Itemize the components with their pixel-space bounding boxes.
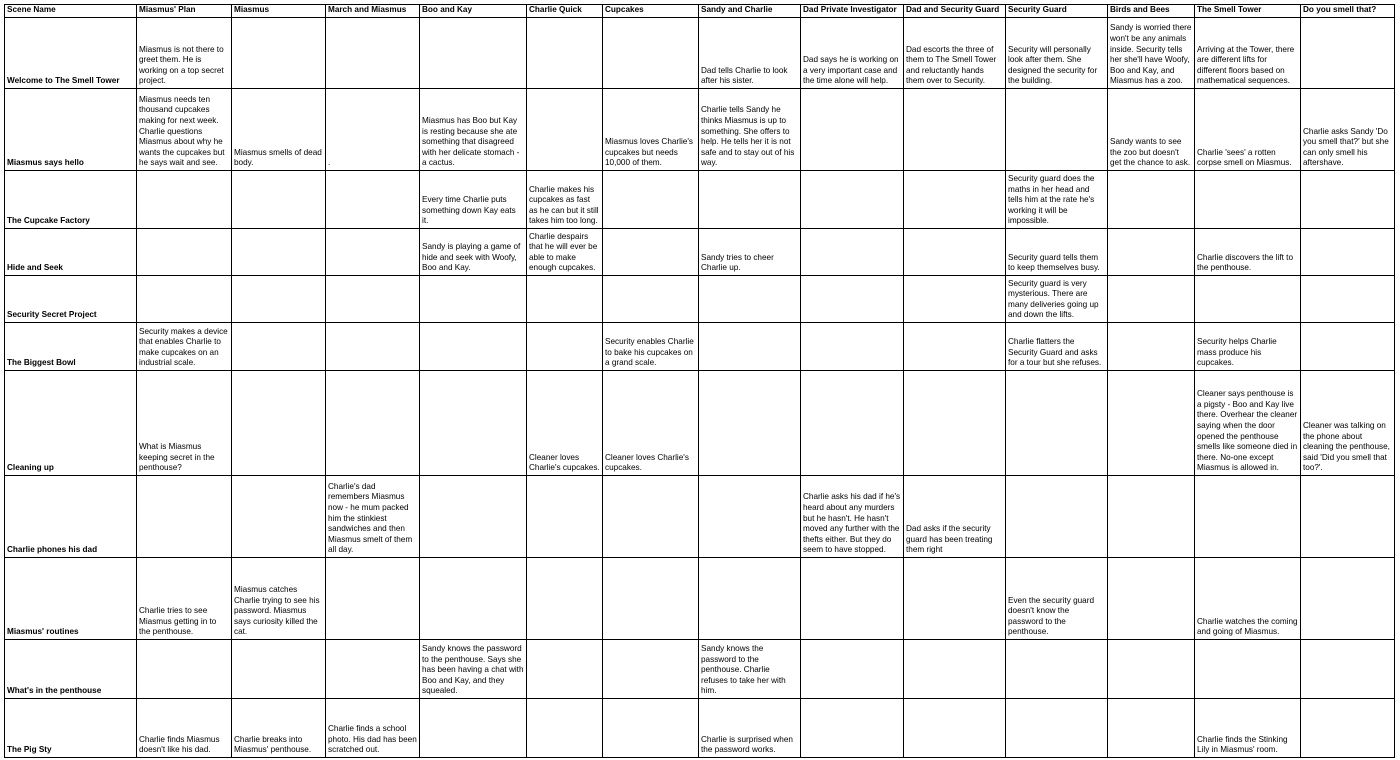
table-cell[interactable] bbox=[137, 558, 232, 640]
table-cell[interactable] bbox=[1108, 558, 1195, 640]
column-header[interactable]: Miasmus' Plan bbox=[137, 5, 232, 18]
table-cell[interactable] bbox=[326, 323, 420, 371]
cell-text: Charlie's dad remembers Miasmus now - he mum packed him the stinkiest sandwiches and then Miasmus smelt of them all day. bbox=[328, 481, 413, 555]
header-row bbox=[5, 5, 1395, 18]
column-header[interactable]: March and Miasmus bbox=[326, 5, 420, 18]
table-cell[interactable] bbox=[137, 699, 232, 758]
cell-text: Charlie is surprised when the password works. bbox=[701, 734, 793, 755]
cell-text: Security helps Charlie mass produce his cupcakes. bbox=[1197, 337, 1277, 368]
table-cell[interactable] bbox=[699, 476, 801, 558]
table-cell[interactable] bbox=[232, 89, 326, 171]
column-header[interactable]: Scene Name bbox=[5, 5, 137, 18]
table-cell[interactable] bbox=[420, 371, 527, 476]
table-cell[interactable] bbox=[420, 276, 527, 323]
cell-text: Charlie breaks into Miasmus' penthouse. bbox=[234, 734, 312, 755]
scene-name-text: The Pig Sty bbox=[7, 745, 52, 755]
cell-text: Charlie makes his cupcakes as fast as he can but it still takes him too long. bbox=[529, 184, 599, 226]
table-row bbox=[5, 323, 1395, 371]
table-cell[interactable] bbox=[699, 276, 801, 323]
cell-text: Charlie finds Miasmus doesn't like his dad. bbox=[139, 734, 220, 755]
cell-text: Cleaner loves Charlie's cupcakes. bbox=[529, 452, 600, 473]
table-cell[interactable] bbox=[420, 89, 527, 171]
table-cell[interactable] bbox=[1108, 229, 1195, 276]
scene-name-text: Miasmus' routines bbox=[7, 627, 79, 637]
table-cell[interactable] bbox=[527, 640, 603, 699]
table-cell[interactable] bbox=[1006, 371, 1108, 476]
cell-text: Cleaner loves Charlie's cupcakes. bbox=[605, 452, 689, 473]
table-cell[interactable] bbox=[326, 476, 420, 558]
cell-text: Security guard does the maths in her head and tells him at the rate he's working it will be impossible. bbox=[1008, 174, 1095, 226]
scene-name-text: Cleaning up bbox=[7, 463, 54, 473]
table-cell[interactable] bbox=[603, 323, 699, 371]
table-cell[interactable] bbox=[801, 323, 904, 371]
cell-text: . bbox=[328, 158, 331, 168]
table-row bbox=[5, 276, 1395, 323]
table-cell[interactable] bbox=[801, 371, 904, 476]
cell-text: Charlie finds the Stinking Lily in Miasmus' room. bbox=[1197, 734, 1288, 755]
cell-text: Sandy is playing a game of hide and seek with Woofy, Boo and Kay. bbox=[422, 242, 521, 273]
table-cell[interactable] bbox=[1195, 229, 1301, 276]
cell-text: Cleaner says penthouse is a pigsty - Boo and Kay live there. Overhear the cleaner saying when the door opened the penthouse smells like someone died in there. No-one except Miasmus is allowed in. bbox=[1197, 389, 1298, 473]
table-cell[interactable] bbox=[699, 18, 801, 89]
table-cell[interactable] bbox=[232, 476, 326, 558]
table-cell[interactable] bbox=[801, 229, 904, 276]
table-cell[interactable] bbox=[1195, 171, 1301, 229]
table-cell[interactable] bbox=[699, 558, 801, 640]
table-row bbox=[5, 640, 1395, 699]
table-cell[interactable] bbox=[420, 323, 527, 371]
table-cell[interactable] bbox=[232, 276, 326, 323]
table-cell[interactable] bbox=[232, 18, 326, 89]
table-cell[interactable] bbox=[232, 558, 326, 640]
table-cell[interactable] bbox=[904, 89, 1006, 171]
table-cell[interactable] bbox=[1108, 171, 1195, 229]
table-cell[interactable] bbox=[904, 276, 1006, 323]
table-row bbox=[5, 171, 1395, 229]
cell-text: Security guard is very mysterious. There are many deliveries going up and down the lifts. bbox=[1008, 278, 1099, 320]
scene-name-cell[interactable] bbox=[5, 229, 137, 276]
table-cell[interactable] bbox=[1301, 18, 1395, 89]
table-cell[interactable] bbox=[904, 699, 1006, 758]
table-cell[interactable] bbox=[527, 89, 603, 171]
table-row bbox=[5, 229, 1395, 276]
table-cell[interactable] bbox=[801, 476, 904, 558]
column-header[interactable]: Sandy and Charlie bbox=[699, 5, 801, 18]
spreadsheet-table bbox=[4, 4, 1395, 758]
table-cell[interactable] bbox=[420, 171, 527, 229]
table-cell[interactable] bbox=[527, 371, 603, 476]
column-header[interactable]: Birds and Bees bbox=[1108, 5, 1195, 18]
cell-text: Charlie discovers the lift to the penthouse. bbox=[1197, 252, 1294, 273]
table-cell[interactable] bbox=[1195, 640, 1301, 699]
column-header[interactable]: Dad and Security Guard bbox=[904, 5, 1006, 18]
table-cell[interactable] bbox=[904, 558, 1006, 640]
table-cell[interactable] bbox=[326, 371, 420, 476]
table-cell[interactable] bbox=[1195, 699, 1301, 758]
table-cell[interactable] bbox=[1006, 229, 1108, 276]
table-cell[interactable] bbox=[137, 18, 232, 89]
table-cell[interactable] bbox=[603, 171, 699, 229]
table-cell[interactable] bbox=[1006, 699, 1108, 758]
column-header[interactable]: Security Guard bbox=[1006, 5, 1108, 18]
cell-text: Miasmus catches Charlie trying to see his password. Miasmus says curiosity killed the cat. bbox=[234, 585, 320, 637]
table-cell[interactable] bbox=[904, 323, 1006, 371]
column-header[interactable]: Boo and Kay bbox=[420, 5, 527, 18]
table-cell[interactable] bbox=[1108, 323, 1195, 371]
table-cell[interactable] bbox=[137, 89, 232, 171]
cell-text: Charlie finds a school photo. His dad has been scratched out. bbox=[328, 724, 417, 755]
column-header[interactable]: Miasmus bbox=[232, 5, 326, 18]
cell-text: Security guard tells them to keep themselves busy. bbox=[1008, 252, 1100, 273]
table-cell[interactable] bbox=[1108, 371, 1195, 476]
table-cell[interactable] bbox=[1006, 476, 1108, 558]
table-cell[interactable] bbox=[326, 171, 420, 229]
table-cell[interactable] bbox=[1108, 18, 1195, 89]
column-header[interactable]: Cupcakes bbox=[603, 5, 699, 18]
table-cell[interactable] bbox=[232, 699, 326, 758]
table-cell[interactable] bbox=[904, 229, 1006, 276]
cell-text: Sandy is worried there won't be any animals inside. Security tells her she'll have Woofy, Boo and Kay, and Miasmus has a zoo. bbox=[1110, 23, 1192, 86]
table-cell[interactable] bbox=[1195, 476, 1301, 558]
table-cell[interactable] bbox=[699, 171, 801, 229]
cell-text: Dad escorts the three of them to The Smell Tower and reluctantly hands them over to Security. bbox=[906, 44, 997, 86]
scene-name-text: The Cupcake Factory bbox=[7, 216, 90, 226]
cell-text: Charlie tries to see Miasmus getting in to the penthouse. bbox=[139, 606, 217, 637]
table-cell[interactable] bbox=[527, 558, 603, 640]
cell-text: Dad says he is working on a very important case and the time alone will help. bbox=[803, 55, 899, 86]
scene-name-cell[interactable] bbox=[5, 171, 137, 229]
table-cell[interactable] bbox=[801, 276, 904, 323]
table-cell[interactable] bbox=[326, 640, 420, 699]
scene-name-cell[interactable] bbox=[5, 18, 137, 89]
table-cell[interactable] bbox=[904, 640, 1006, 699]
table-cell[interactable] bbox=[420, 699, 527, 758]
table-cell[interactable] bbox=[232, 323, 326, 371]
scene-name-cell[interactable] bbox=[5, 558, 137, 640]
table-cell[interactable] bbox=[527, 18, 603, 89]
cell-text: Miasmus is not there to greet them. He is working on a top secret project. bbox=[139, 44, 224, 86]
table-cell[interactable] bbox=[603, 89, 699, 171]
table-cell[interactable] bbox=[801, 89, 904, 171]
cell-text: Miasmus needs ten thousand cupcakes making for next week. Charlie questions Miasmus about why he wants the cupcakes but he says wait and see. bbox=[139, 94, 225, 168]
scene-name-text: Charlie phones his dad bbox=[7, 545, 98, 555]
table-cell[interactable] bbox=[1195, 558, 1301, 640]
table-cell[interactable] bbox=[1301, 476, 1395, 558]
table-cell[interactable] bbox=[1195, 276, 1301, 323]
scene-name-cell[interactable] bbox=[5, 371, 137, 476]
cell-text: Miasmus loves Charlie's cupcakes but needs 10,000 of them. bbox=[605, 137, 694, 168]
table-cell[interactable] bbox=[527, 699, 603, 758]
cell-text: Sandy knows the password to the penthouse. Charlie refuses to take her with him. bbox=[701, 644, 786, 696]
cell-text: Charlie despairs that he will ever be able to make enough cupcakes. bbox=[529, 231, 598, 273]
cell-text: Miasmus smells of dead body. bbox=[234, 147, 322, 168]
scene-name-text: Welcome to The Smell Tower bbox=[7, 76, 120, 86]
table-cell[interactable] bbox=[527, 171, 603, 229]
table-row bbox=[5, 699, 1395, 758]
table-cell[interactable] bbox=[603, 18, 699, 89]
table-cell[interactable] bbox=[326, 699, 420, 758]
table-cell[interactable] bbox=[801, 699, 904, 758]
table-cell[interactable] bbox=[699, 699, 801, 758]
table-cell[interactable] bbox=[699, 371, 801, 476]
table-cell[interactable] bbox=[137, 171, 232, 229]
cell-text: Security enables Charlie to bake his cupcakes on a grand scale. bbox=[605, 337, 694, 368]
table-cell[interactable] bbox=[420, 476, 527, 558]
column-header[interactable]: Dad Private Investigator bbox=[801, 5, 904, 18]
scene-name-cell[interactable] bbox=[5, 276, 137, 323]
table-cell[interactable] bbox=[1301, 371, 1395, 476]
cell-text: Arriving at the Tower, there are different lifts for different floors based on mathematical sequences. bbox=[1197, 44, 1295, 86]
table-cell[interactable] bbox=[1006, 276, 1108, 323]
cell-text: Cleaner was talking on the phone about cleaning the penthouse, said 'Did you smell that too?'. bbox=[1303, 421, 1390, 473]
table-cell[interactable] bbox=[801, 558, 904, 640]
cell-text: Sandy tries to cheer Charlie up. bbox=[701, 252, 774, 273]
table-cell[interactable] bbox=[699, 89, 801, 171]
table-cell[interactable] bbox=[1108, 640, 1195, 699]
table-cell[interactable] bbox=[904, 18, 1006, 89]
scene-name-cell[interactable] bbox=[5, 699, 137, 758]
cell-text: Charlie tells Sandy he thinks Miasmus is up to something. She offers to help. He tells her it is not safe and to stay out of his way. bbox=[701, 105, 795, 168]
table-row bbox=[5, 18, 1395, 89]
table-row bbox=[5, 89, 1395, 171]
scene-name-cell[interactable] bbox=[5, 476, 137, 558]
table-cell[interactable] bbox=[326, 89, 420, 171]
scene-name-text: The Biggest Bowl bbox=[7, 358, 76, 368]
table-row bbox=[5, 558, 1395, 640]
cell-text: Charlie asks Sandy 'Do you smell that?' but she can only smell his aftershave. bbox=[1303, 126, 1389, 168]
table-cell[interactable] bbox=[801, 640, 904, 699]
table-cell[interactable] bbox=[1108, 276, 1195, 323]
cell-text: Charlie flatters the Security Guard and asks for a tour but she refuses. bbox=[1008, 337, 1102, 368]
scene-name-cell[interactable] bbox=[5, 323, 137, 371]
table-cell[interactable] bbox=[137, 476, 232, 558]
table-cell[interactable] bbox=[137, 371, 232, 476]
table-cell[interactable] bbox=[420, 640, 527, 699]
table-cell[interactable] bbox=[603, 558, 699, 640]
table-cell[interactable] bbox=[1006, 640, 1108, 699]
table-cell[interactable] bbox=[1006, 171, 1108, 229]
table-cell[interactable] bbox=[232, 171, 326, 229]
table-cell[interactable] bbox=[232, 371, 326, 476]
table-cell[interactable] bbox=[1195, 18, 1301, 89]
cell-text: Sandy knows the password to the penthouse. Says she has been having a chat with Boo and Kay, and they squealed. bbox=[422, 644, 524, 696]
table-cell[interactable] bbox=[904, 171, 1006, 229]
cell-text: Dad tells Charlie to look after his sister. bbox=[701, 65, 788, 86]
cell-text: Dad asks if the security guard has been treating them right bbox=[906, 524, 993, 555]
table-cell[interactable] bbox=[137, 640, 232, 699]
table-cell[interactable] bbox=[420, 229, 527, 276]
column-header[interactable]: Do you smell that? bbox=[1301, 5, 1395, 18]
table-cell[interactable] bbox=[1195, 323, 1301, 371]
table-cell[interactable] bbox=[1006, 558, 1108, 640]
table-cell[interactable] bbox=[1301, 276, 1395, 323]
table-cell[interactable] bbox=[603, 229, 699, 276]
cell-text: Charlie watches the coming and going of Miasmus. bbox=[1197, 616, 1298, 637]
table-cell[interactable] bbox=[1301, 558, 1395, 640]
scene-name-text: Miasmus says hello bbox=[7, 158, 84, 168]
table-cell[interactable] bbox=[603, 699, 699, 758]
table-cell[interactable] bbox=[420, 558, 527, 640]
table-cell[interactable] bbox=[603, 640, 699, 699]
table-cell[interactable] bbox=[699, 229, 801, 276]
table-cell[interactable] bbox=[1195, 371, 1301, 476]
table-cell[interactable] bbox=[1301, 640, 1395, 699]
scene-name-cell[interactable] bbox=[5, 640, 137, 699]
table-cell[interactable] bbox=[1006, 18, 1108, 89]
table-cell[interactable] bbox=[801, 18, 904, 89]
table-cell[interactable] bbox=[232, 640, 326, 699]
table-cell[interactable] bbox=[603, 476, 699, 558]
table-cell[interactable] bbox=[1301, 229, 1395, 276]
table-row bbox=[5, 476, 1395, 558]
cell-text: Security makes a device that enables Charlie to make cupcakes on an industrial scale. bbox=[139, 326, 228, 368]
table-cell[interactable] bbox=[699, 323, 801, 371]
table-cell[interactable] bbox=[1108, 476, 1195, 558]
cell-text: Even the security guard doesn't know the password to the penthouse. bbox=[1008, 595, 1095, 637]
table-cell[interactable] bbox=[1301, 323, 1395, 371]
table-cell[interactable] bbox=[904, 371, 1006, 476]
cell-text: Charlie 'sees' a rotten corpse smell on Miasmus. bbox=[1197, 147, 1292, 168]
cell-text: Every time Charlie puts something down Kay eats it. bbox=[422, 195, 516, 226]
table-cell[interactable] bbox=[1006, 323, 1108, 371]
scene-name-cell[interactable] bbox=[5, 89, 137, 171]
table-cell[interactable] bbox=[904, 476, 1006, 558]
cell-text: Sandy wants to see the zoo but doesn't get the chance to ask. bbox=[1110, 137, 1191, 168]
table-cell[interactable] bbox=[527, 229, 603, 276]
table-cell[interactable] bbox=[1108, 699, 1195, 758]
table-cell[interactable] bbox=[527, 323, 603, 371]
table-cell[interactable] bbox=[1301, 171, 1395, 229]
table-cell[interactable] bbox=[326, 18, 420, 89]
table-cell[interactable] bbox=[137, 229, 232, 276]
cell-text: Miasmus has Boo but Kay is resting because she ate something that disagreed with her delicate stomach - a cactus. bbox=[422, 116, 520, 168]
table-cell[interactable] bbox=[1006, 89, 1108, 171]
cell-text: Charlie asks his dad if he's heard about any murders but he hasn't. He hasn't moved any further with the thefts either. But they do seem to have stopped. bbox=[803, 492, 901, 555]
table-cell[interactable] bbox=[1301, 89, 1395, 171]
table-cell[interactable] bbox=[1108, 89, 1195, 171]
table-body bbox=[5, 18, 1395, 758]
table-cell[interactable] bbox=[232, 229, 326, 276]
scene-name-text: Hide and Seek bbox=[7, 263, 63, 273]
cell-text: What is Miasmus keeping secret in the penthouse? bbox=[139, 442, 215, 473]
table-cell[interactable] bbox=[326, 558, 420, 640]
table-cell[interactable] bbox=[603, 276, 699, 323]
cell-text: Security will personally look after them. She designed the security for the building. bbox=[1008, 44, 1098, 86]
table-cell[interactable] bbox=[1195, 89, 1301, 171]
table-cell[interactable] bbox=[420, 18, 527, 89]
table-cell[interactable] bbox=[326, 276, 420, 323]
scene-name-text: Security Secret Project bbox=[7, 310, 97, 320]
table-cell[interactable] bbox=[1301, 699, 1395, 758]
table-cell[interactable] bbox=[527, 476, 603, 558]
table-cell[interactable] bbox=[801, 171, 904, 229]
column-header[interactable]: Charlie Quick bbox=[527, 5, 603, 18]
scene-name-text: What's in the penthouse bbox=[7, 686, 102, 696]
table-cell[interactable] bbox=[527, 276, 603, 323]
column-header[interactable]: The Smell Tower bbox=[1195, 5, 1301, 18]
table-cell[interactable] bbox=[603, 371, 699, 476]
table-cell[interactable] bbox=[326, 229, 420, 276]
table-row bbox=[5, 371, 1395, 476]
table-cell[interactable] bbox=[137, 276, 232, 323]
table-cell[interactable] bbox=[699, 640, 801, 699]
table-cell[interactable] bbox=[137, 323, 232, 371]
